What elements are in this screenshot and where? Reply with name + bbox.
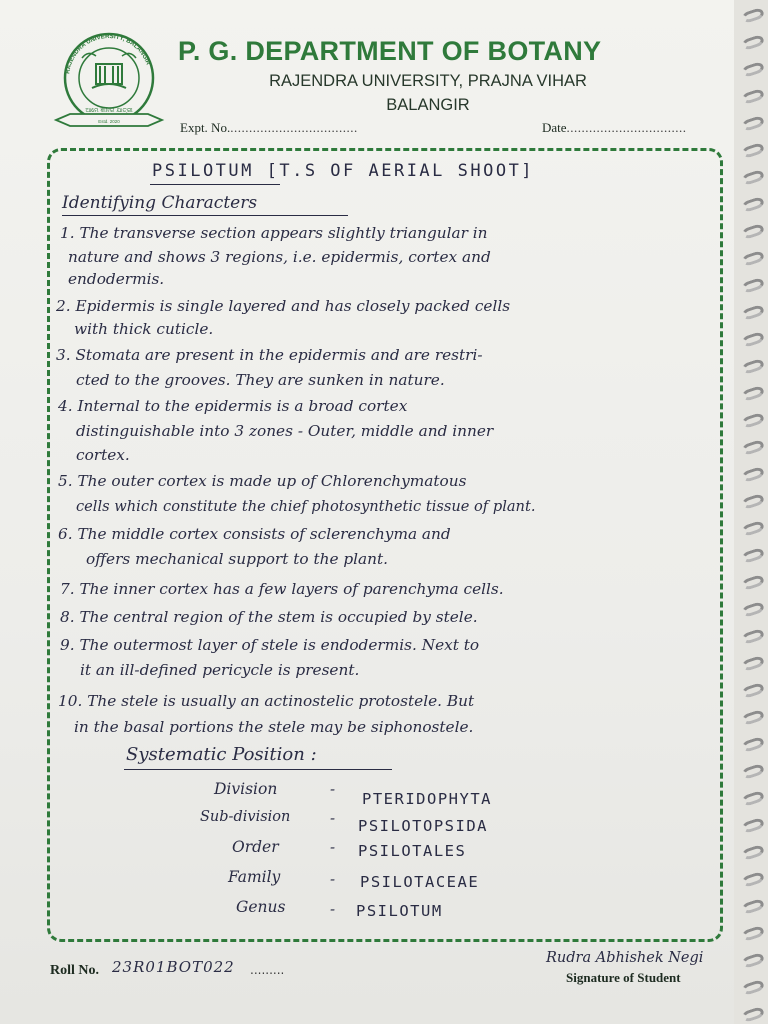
date-field: Date................................ <box>542 120 687 135</box>
logo-year: Estd. 2020 <box>98 119 120 124</box>
binding-coil <box>741 169 765 186</box>
line: 5. The outer cortex is made up of Chlorenchymatous <box>58 472 467 490</box>
taxonomy-value: PSILOTACEAE <box>360 873 480 891</box>
identifying-characters-heading: Identifying Characters <box>62 193 258 213</box>
binding-coil <box>741 628 765 645</box>
binding-coil <box>741 142 765 159</box>
taxonomy-rank: Order <box>232 838 279 856</box>
binding-coil <box>741 385 765 402</box>
binding-coil <box>741 34 765 51</box>
binding-coil <box>741 898 765 915</box>
line: 2. Epidermis is single layered and has closely packed cells <box>56 297 511 315</box>
roll-no-value: 23R01BOT022 <box>112 958 235 976</box>
binding-coil <box>741 952 765 969</box>
expt-no-field: Expt. No................................... <box>180 120 358 135</box>
taxonomy-dash: - <box>330 900 336 918</box>
taxonomy-rank: Family <box>228 868 281 886</box>
taxonomy-dash: - <box>330 870 336 888</box>
taxonomy-dash: - <box>330 809 336 827</box>
department-title: P. G. DEPARTMENT OF BOTANY <box>178 36 602 66</box>
line: 9. The outermost layer of stele is endodermis. Next to <box>60 636 480 654</box>
line: distinguishable into 3 zones - Outer, middle and inner <box>76 422 494 440</box>
binding-coil <box>741 1006 765 1023</box>
binding-coil <box>741 304 765 321</box>
systematic-underline <box>124 769 392 770</box>
binding-coil <box>741 763 765 780</box>
taxonomy-rank: Sub-division <box>200 809 291 825</box>
binding-coil <box>741 682 765 699</box>
binding-coil <box>741 223 765 240</box>
binding-coil <box>741 412 765 429</box>
svg-text:RAJENDRA UNIVERSITY, BALANGIR <box>64 33 152 74</box>
binding-coil <box>741 790 765 807</box>
signature-label: Signature of Student <box>566 970 681 985</box>
binding-coil <box>741 709 765 726</box>
university-town: BALANGIR <box>386 96 470 114</box>
line: cortex. <box>76 446 130 464</box>
sheet-title: PSILOTUM [T.S OF AERIAL SHOOT] <box>152 161 535 181</box>
binding-coil <box>741 358 765 375</box>
line: 6. The middle cortex consists of sclerenchyma and <box>58 525 451 543</box>
binding-coil <box>741 277 765 294</box>
line: offers mechanical support to the plant. <box>86 550 389 568</box>
taxonomy-value: PSILOTUM <box>356 902 443 920</box>
date-label: Date <box>542 120 567 135</box>
binding-coil <box>741 871 765 888</box>
line: 10. The stele is usually an actinostelic protostele. But <box>58 692 475 710</box>
line: cells which constitute the chief photosynthetic tissue of plant. <box>76 498 536 515</box>
spiral-binding <box>734 0 768 1024</box>
expt-no-label: Expt. No. <box>180 120 231 135</box>
logo-ring-text: RAJENDRA UNIVERSITY, BALANGIR <box>64 32 152 75</box>
binding-coil <box>741 925 765 942</box>
binding-coil <box>741 439 765 456</box>
university-name: RAJENDRA UNIVERSITY, PRAJNA VIHAR <box>269 72 587 90</box>
taxonomy-value: PSILOTOPSIDA <box>358 817 488 835</box>
binding-coil <box>741 61 765 78</box>
title-underline <box>150 184 280 185</box>
taxonomy-dash: - <box>330 780 336 798</box>
binding-coil <box>741 979 765 996</box>
logo-motto: ଆମେ ଜ୍ଞାନର ଯାତ୍ରୀ <box>85 107 133 114</box>
line: 7. The inner cortex has a few layers of parenchyma cells. <box>60 580 504 598</box>
roll-no-label: Roll No. <box>50 963 99 978</box>
line: with thick cuticle. <box>74 320 214 338</box>
binding-coil <box>741 574 765 591</box>
binding-coil <box>741 7 765 24</box>
line: nature and shows 3 regions, i.e. epidermis, cortex and <box>68 248 491 266</box>
line: endodermis. <box>68 270 165 288</box>
line: 8. The central region of the stem is occupied by stele. <box>60 608 478 626</box>
taxonomy-value: PSILOTALES <box>358 842 467 860</box>
student-signature: Rudra Abhishek Negi <box>546 950 704 966</box>
taxonomy-rank: Division <box>214 780 278 798</box>
line: cted to the grooves. They are sunken in nature. <box>76 371 445 389</box>
binding-coil <box>741 844 765 861</box>
line: 1. The transverse section appears slightly triangular in <box>60 224 488 242</box>
binding-coil <box>741 196 765 213</box>
binding-coil <box>741 331 765 348</box>
binding-coil <box>741 736 765 753</box>
binding-coil <box>741 520 765 537</box>
line: in the basal portions the stele may be siphonostele. <box>74 718 474 736</box>
binding-coil <box>741 655 765 672</box>
binding-coil <box>741 466 765 483</box>
binding-coil <box>741 817 765 834</box>
heading-underline <box>62 215 348 216</box>
university-logo <box>52 30 166 136</box>
line: it an ill-defined pericycle is present. <box>80 661 360 679</box>
binding-coil <box>741 88 765 105</box>
line: 4. Internal to the epidermis is a broad cortex <box>58 397 408 415</box>
taxonomy-value: PTERIDOPHYTA <box>362 790 492 808</box>
taxonomy-dash: - <box>330 838 336 856</box>
binding-coil <box>741 115 765 132</box>
binding-coil <box>741 601 765 618</box>
roll-no-dotted-line: ......... <box>250 963 285 977</box>
line: 3. Stomata are present in the epidermis and are restri- <box>56 346 483 364</box>
binding-coil <box>741 493 765 510</box>
binding-coil <box>741 250 765 267</box>
binding-coil <box>741 547 765 564</box>
systematic-position-heading: Systematic Position : <box>126 744 317 765</box>
taxonomy-rank: Genus <box>236 898 286 916</box>
